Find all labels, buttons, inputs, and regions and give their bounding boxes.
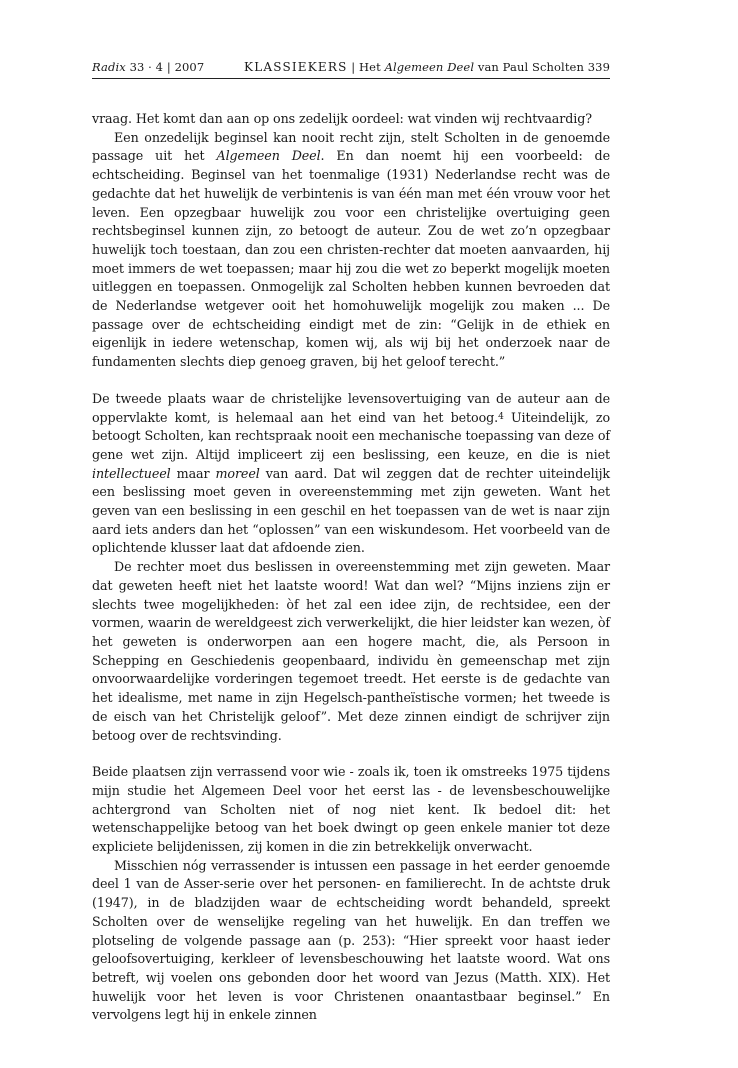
title-italic: Algemeen Deel (384, 60, 475, 74)
paragraph-3-text-a: De tweede plaats waar de christelijke levensovertuiging van de auteur aan de oppervlakte komt, is helemaal aan het eind van het betoog. (92, 390, 610, 425)
page-number: 339 (587, 60, 610, 74)
paragraph-5: Beide plaatsen zijn verrassend voor wie - zoals ik, toen ik omstreeks 1975 tijdens mijn studie het Algemeen Deel voor het eerst las - de levensbeschouwelijke achtergrond van Scholten niet of nog niet kent. Ik bedoel dit: het wetenschappelijke betoog van het boek dwingt op geen enkele manier tot deze expliciete belijdenissen, zij komen in die zin betrekkelijk onverwacht. (92, 764, 610, 855)
paragraph-2-text-b: . En dan noemt hij een voorbeeld: de echtscheiding. Beginsel van het toenmalige (1931) Nederlandse recht was de gedachte dat het huwelijk de verbintenis is van één man met één vrouw voor het leven. Een opzegbaar huwelijk zou voor een christelijke overtuiging geen rechtsbeginsel kunnen zijn, zo betoogt de auteur. Zou de wet zo’n opzegbaar huwelijk toch toestaan, dan zou een christen-rechter dat moeten aanvaarden, hij moet immers de wet toepassen; maar hij zou die wet zo beperkt mogelijk moeten uitleggen en toepassen. Onmogelijk zal Scholten hebben kunnen bevroeden dat de Nederlandse wetgever ooit het homohuwelijk mogelijk zou maken ... De passage over de echtscheiding eindigt met de zin: “Gelijk in de ethiek en eigenlijk in iedere wetenschap, komen wij, als wij bij het onderzoek naar de fundamenten slechts diep genoeg graven, bij het geloof terecht.” (92, 148, 610, 370)
title-suffix: van Paul Scholten (474, 60, 584, 74)
section-label: KLASSIEKERS (244, 60, 348, 74)
article-heading (204, 60, 588, 74)
paragraph-3-text-d: van aard. Dat wil zeggen dat de rechter uiteindelijk een beslissing moet geven in overeenstemming met zijn geweten. Want het geven van een beslissing in een geschil en het toepassen van de wet is naar zijn aard iets anders dan het “oplossen” van een wiskundesom. Het voorbeeld van de oplichtende klusser laat dat afdoende zien. (92, 465, 610, 556)
journal-name: Radix (92, 60, 126, 74)
section-gap (92, 745, 610, 763)
paragraph-3-italic-2: moreel (215, 465, 260, 481)
paragraph-6: Misschien nóg verrassender is intussen een passage in het eerder genoemde deel 1 van de Asser-serie over het personen- en familierecht. In de achtste druk (1947), in de bladzijden waar de echtscheiding wordt behandeld, spreekt Scholten over de wenselijke regeling van het huwelijk. En dan treffen we plotseling de volgende passage aan (p. 253): “Hier spreekt voor haast ieder geloofsovertuiging, kerkleer of levensbeschouwing het laatste woord. Wat ons betreft, wij voelen ons gebonden door het woord van Jezus (Matth. XIX). Het huwelijk voor het leven is voor Christenen onaantastbaar beginsel.” En vervolgens legt hij in enkele zinnen (92, 857, 610, 1023)
footnote-ref: 4 (498, 411, 504, 422)
page (92, 60, 610, 1025)
paragraph-3-italic-1: intellectueel (92, 465, 171, 481)
paragraph-3-text-b: Uiteindelijk, zo betoogt Scholten, kan rechtspraak nooit een mechanische toepassing van deze of gene wet zijn. Altijd impliceert zij een beslissing, een keuze, en die is niet (92, 409, 610, 462)
paragraph-2-text-a: Een onzedelijk beginsel kan nooit recht zijn, stelt Scholten in de genoemde passage uit het (92, 129, 610, 164)
heading-separator: | (347, 60, 360, 74)
title-prefix: Het (359, 60, 385, 74)
running-head (92, 60, 610, 79)
paragraph-4: De rechter moet dus beslissen in overeenstemming met zijn geweten. Maar dat geweten heeft niet het laatste woord! Wat dan wel? “Mijns inziens zijn er slechts twee mogelijkheden: òf het zal een idee zijn, de rechtsidee, een der vormen, waarin de wereldgeest zich verwerkelijkt, die hier leidster kan wezen, òf het geweten is onderworpen aan een hogere macht, die, als Persoon in Schepping en Geschiedenis geopenbaard, individu èn gemeenschap met zijn onvoorwaardelijke vorderingen tegemoet treedt. Het eerste is de gedachte van het idealisme, met name in zijn Hegelsch-pantheïstische vormen; het tweede is de eisch van het Christelijk geloof”. Met deze zinnen eindigt de schrijver zijn betoog over de rechtsvinding. (92, 559, 610, 743)
section-gap (92, 372, 610, 390)
paragraph-3 (92, 390, 610, 558)
article-body (92, 110, 610, 1025)
paragraph-3-text-c: maar (170, 465, 216, 481)
journal-info (92, 60, 204, 74)
issue-info: 33 · 4 | 2007 (129, 60, 205, 74)
paragraph-1: vraag. Het komt dan aan op ons zedelijk oordeel: wat vinden wij rechtvaardig? (92, 111, 592, 126)
paragraph-2 (92, 129, 610, 372)
paragraph-2-italic: Algemeen Deel (216, 148, 321, 164)
